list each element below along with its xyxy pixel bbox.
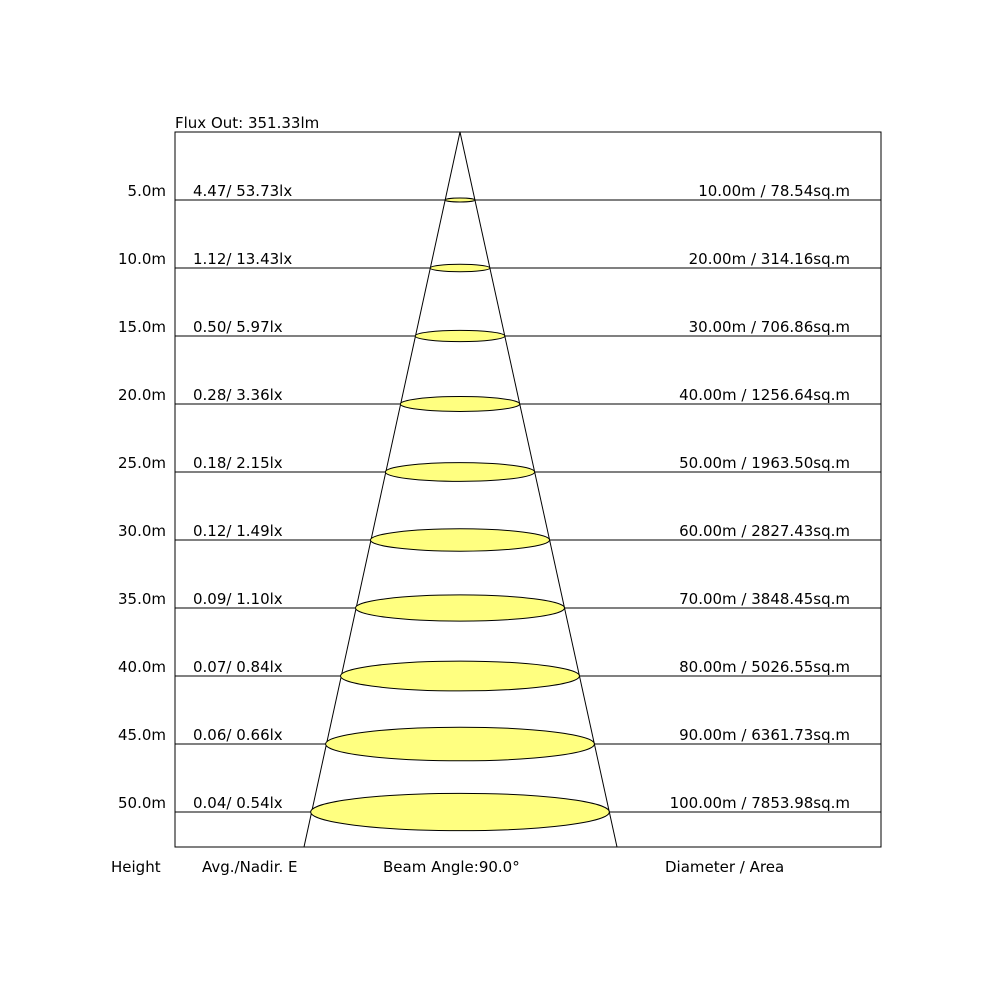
- flux-out-label: Flux Out: 351.33lm: [175, 114, 320, 132]
- row-height: 50.0m: [117, 794, 166, 812]
- row-diameter-area: 20.00m / 314.16sq.m: [688, 250, 850, 268]
- light-spot: [326, 727, 595, 761]
- row-height: 5.0m: [127, 182, 166, 200]
- beam-angle-label: Beam Angle:90.0°: [383, 858, 520, 876]
- light-spot: [385, 463, 534, 482]
- row-diameter-area: 40.00m / 1256.64sq.m: [679, 386, 850, 404]
- row-height: 25.0m: [117, 454, 166, 472]
- row-height: 20.0m: [117, 386, 166, 404]
- row-height: 45.0m: [117, 726, 166, 744]
- row-diameter-area: 70.00m / 3848.45sq.m: [679, 590, 850, 608]
- row-avg-nadir: 0.28/ 3.36lx: [193, 386, 283, 404]
- row-diameter-area: 100.00m / 7853.98sq.m: [669, 794, 850, 812]
- light-spot: [400, 397, 519, 412]
- row-avg-nadir: 0.12/ 1.49lx: [193, 522, 283, 540]
- diameter-area-header: Diameter / Area: [665, 858, 785, 876]
- light-spot: [341, 661, 580, 691]
- row-height: 30.0m: [117, 522, 166, 540]
- row-avg-nadir: 0.50/ 5.97lx: [193, 318, 283, 336]
- light-spot: [445, 198, 475, 202]
- light-spot: [430, 264, 490, 271]
- row-height: 10.0m: [117, 250, 166, 268]
- row-diameter-area: 90.00m / 6361.73sq.m: [679, 726, 850, 744]
- row-avg-nadir: 0.06/ 0.66lx: [193, 726, 283, 744]
- row-avg-nadir: 0.18/ 2.15lx: [193, 454, 283, 472]
- row-avg-nadir: 0.04/ 0.54lx: [193, 794, 283, 812]
- light-spot: [370, 529, 549, 551]
- light-spot: [355, 595, 564, 621]
- light-spot: [415, 330, 505, 341]
- avg-nadir-header: Avg./Nadir. E: [202, 858, 298, 876]
- row-diameter-area: 80.00m / 5026.55sq.m: [679, 658, 850, 676]
- row-height: 40.0m: [117, 658, 166, 676]
- row-avg-nadir: 1.12/ 13.43lx: [193, 250, 293, 268]
- row-diameter-area: 30.00m / 706.86sq.m: [688, 318, 850, 336]
- row-diameter-area: 60.00m / 2827.43sq.m: [679, 522, 850, 540]
- row-avg-nadir: 0.07/ 0.84lx: [193, 658, 283, 676]
- row-diameter-area: 10.00m / 78.54sq.m: [698, 182, 850, 200]
- height-header: Height: [111, 858, 161, 876]
- row-avg-nadir: 0.09/ 1.10lx: [193, 590, 283, 608]
- row-diameter-area: 50.00m / 1963.50sq.m: [679, 454, 850, 472]
- row-height: 15.0m: [117, 318, 166, 336]
- row-height: 35.0m: [117, 590, 166, 608]
- light-spot: [311, 793, 610, 830]
- row-avg-nadir: 4.47/ 53.73lx: [193, 182, 293, 200]
